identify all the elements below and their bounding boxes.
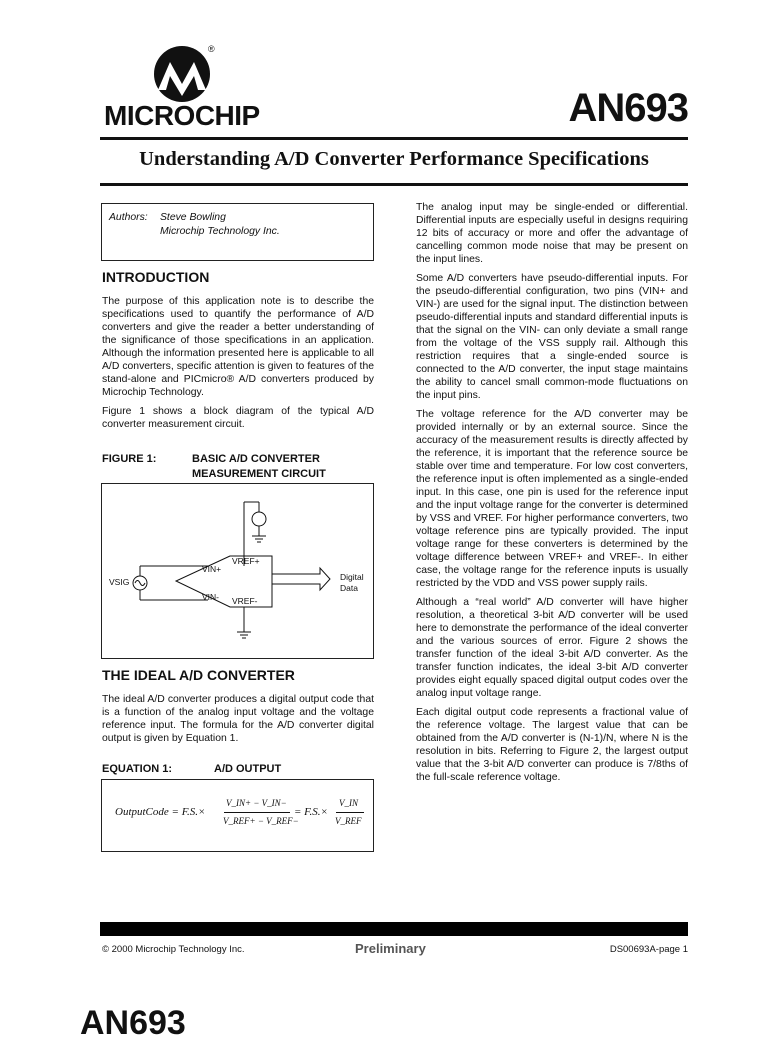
figure-1-title-line1: BASIC A/D CONVERTER [192,453,320,465]
header-rule-top [100,137,688,140]
right-paragraph-5: Each digital output code represents a fractional value of the reference voltage. The largest value that can be obtained from the A/D converter is (N-1)/N, where N is the resolution in bits. Referring to Figure 2, the largest output value that the 3-bit A/D converter can produce is 7/8ths of the full-scale reference voltage. [416,707,688,783]
authors-label: Authors: [109,212,148,223]
authors-box [101,203,374,261]
page-number: DS00693A-page 1 [609,944,688,955]
figure-1-title-line2: MEASUREMENT CIRCUIT [192,468,326,480]
eq-mid: = F.S.× [294,806,328,818]
figure-1-label: FIGURE 1: [102,453,157,465]
equation-1-box [101,779,374,852]
footer-bar [100,922,688,936]
intro-text [102,295,374,437]
intro-paragraph-2: Figure 1 shows a block diagram of the typical A/D converter measurement circuit. [102,406,374,430]
right-paragraph-2: Some A/D converters have pseudo-differential inputs. For the pseudo-differential configuration, two pins (VIN+ and VIN-) are used for the signal input. The distinction between pseudo-differential inputs and standard differential inputs is that the signal on the VIN- can only deviate a small range from the voltage of the VSS supply rail. Although this restriction requires that a single-ended source is connected to the A/D converter, the input stage maintains the ability to cancel small common-mode fluctuations on the input pins. [416,273,688,401]
eq-denominator-1: V_REF+ − V_REF− [223,816,299,826]
author-company: Microchip Technology Inc. [160,226,280,237]
eq-lhs: OutputCode = F.S.× [115,806,206,818]
microchip-logo-icon [150,44,214,102]
right-paragraph-3: The voltage reference for the A/D converter may be provided internally or by an external source. Since the accuracy of the measurement results is directly affected by the reference, it is important that the reference source be stable over time and temperature. For low cost converters, the reference input is often implemented as a single-ended input. In this case, one pin is used for the reference input and the input voltage range for the converter is determined by VSS and VREF. For higher performance converters, two voltage reference pins are typically provided. The input voltage range for these converters is determined by the voltage difference between VREF+ and VREF-. In either case, the voltage range for the reference inputs is usually restricted by the VDD and VSS power supply rails. [416,409,689,589]
digital-label: Digital [340,572,364,582]
eq-fraction-bar-1 [224,812,290,813]
page-title: Understanding A/D Converter Performance Specifications [139,148,649,170]
microchip-logo [104,44,264,130]
preliminary-label: Preliminary [355,941,426,956]
next-page-doc-number: AN693 [80,1004,186,1042]
eq-numerator-2: V_IN [339,798,358,808]
vref-plus-label: VREF+ [232,556,260,566]
eq-numerator-1: V_IN+ − V_IN− [226,798,287,808]
copyright: © 2000 Microchip Technology Inc. [102,944,245,955]
ideal-paragraph-1: The ideal A/D converter produces a digital output code that is a function of the analog input voltage and the voltage reference input. The formula for the A/D converter digital output is given by Equation 1. [102,694,374,744]
intro-paragraph-1: The purpose of this application note is to describe the specifications used to quantify the performance of A/D converters and give the reader a better understanding of the significance of those specifications in an application. Although the information presented here is applicable to all A/D converters, specific attention is given to features of the stand-alone and PICmicro® A/D converters produced by Microchip Technology. [102,296,374,398]
block-diagram-svg [102,484,373,658]
ideal-heading: THE IDEAL A/D CONVERTER [102,667,295,683]
eq-fraction-bar-2 [336,812,364,813]
header-rule-bottom [100,183,688,186]
right-paragraph-4: Although a “real world” A/D converter will have higher resolution, a theoretical 3-bit A/D converter will be used here to demonstrate the performance of the ideal converter and the various sources of error. Figure 2 shows the transfer function of the ideal 3-bit A/D converter. As the transfer function indicates, the ideal 3-bit A/D converter provides eight equally spaced digital output codes over the analog input voltage range. [416,597,688,699]
right-paragraph-1: The analog input may be single-ended or differential. Differential inputs are especially useful in designs requiring 12 bits of accuracy or more and offer the advantage of cancelling common mode noise that may be present on the input lines. [416,202,688,265]
brand-wordmark: MICROCHIP [104,100,260,131]
intro-heading: INTRODUCTION [102,269,210,285]
vin-plus-label: VIN+ [202,564,222,574]
equation-1-label: EQUATION 1: [102,763,173,775]
doc-number: AN693 [568,86,688,130]
author-name: Steve Bowling [160,212,226,223]
equation-1-title: A/D OUTPUT [214,763,282,775]
data-label: Data [340,583,358,593]
vref-minus-label: VREF- [232,596,258,606]
right-column-text [416,201,688,790]
ideal-text [102,693,374,751]
eq-denominator-2: V_REF [335,816,362,826]
figure-1-diagram [101,483,374,659]
registered-mark: ® [208,44,215,54]
vin-minus-label: VIN- [202,592,219,602]
vsig-label: VSIG [109,577,130,587]
